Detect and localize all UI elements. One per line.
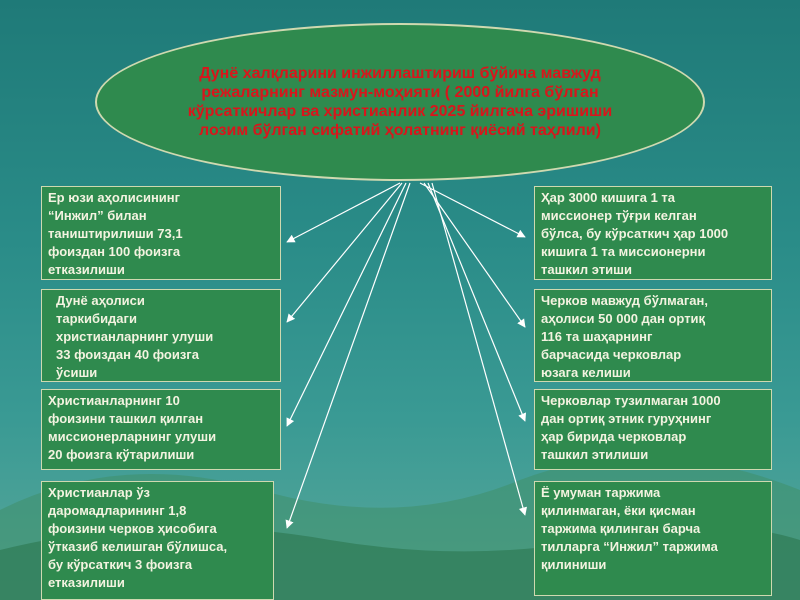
right-box-4 [534,481,772,596]
arrow-right-4 [432,183,525,515]
arrow-right-1 [420,183,525,237]
right-box-1-text: Ҳар 3000 кишига 1 та миссионер тўғри келган бўлса, бу кўрсаткич ҳар 1000 кишига 1 та миссионерни ташкил этиши [541,190,729,277]
left-box-3 [41,389,281,470]
right-box-4-text: Ё умуман таржима қилинмаган, ёки қисман таржима қилинган барча тилларга “Инжил” таржима қилиниши [541,485,718,572]
arrow-right-2 [424,183,525,327]
left-box-2-text: Дунё аҳолиси таркибидаги христианларнинг улуши 33 фоиздан 40 фоизга ўсиши [56,293,214,380]
left-box-1 [41,186,281,280]
diagram-title: Дунё халқларини инжиллаштириш бўйича мавжуд режаларнинг мазмун-моҳияти ( 2000 йилга бўлган кўрсаткичлар ва христианлик 2025 йилгача эришиши лозим бўлган сифатий ҳолатнинг қиёсий таҳлили) [187,65,613,139]
arrow-left-4 [287,183,410,528]
right-box-1 [534,186,772,280]
right-box-2 [534,289,772,382]
left-box-3-text: Христианларнинг 10 фоизини ташкил қилган миссионерларнинг улуши 20 фоизга кўтарилиши [48,393,217,462]
right-box-3 [534,389,772,470]
left-box-4 [41,481,274,600]
left-box-2 [41,289,281,382]
title-ellipse [95,23,705,181]
right-box-3-text: Черковлар тузилмаган 1000 дан ортиқ этник гуруҳнинг ҳар бирида черковлар ташкил этилиши [541,393,721,462]
left-box-4-text: Христианлар ўз даромадларининг 1,8 фоизини черков ҳисобига ўтказиб келишган бўлишса, бу кўрсаткич 3 фоизга етказилиши [48,485,228,590]
arrow-left-3 [287,183,406,426]
right-box-2-text: Черков мавжуд бўлмаган, аҳолиси 50 000 дан ортиқ 116 та шаҳарнинг барчасида черковлар юзага келиши [541,293,708,380]
left-box-1-text: Ер юзи аҳолисининг “Инжил” билан таништирилиши 73,1 фоиздан 100 фоизга етказилиши [48,190,183,277]
arrow-left-1 [287,183,400,242]
